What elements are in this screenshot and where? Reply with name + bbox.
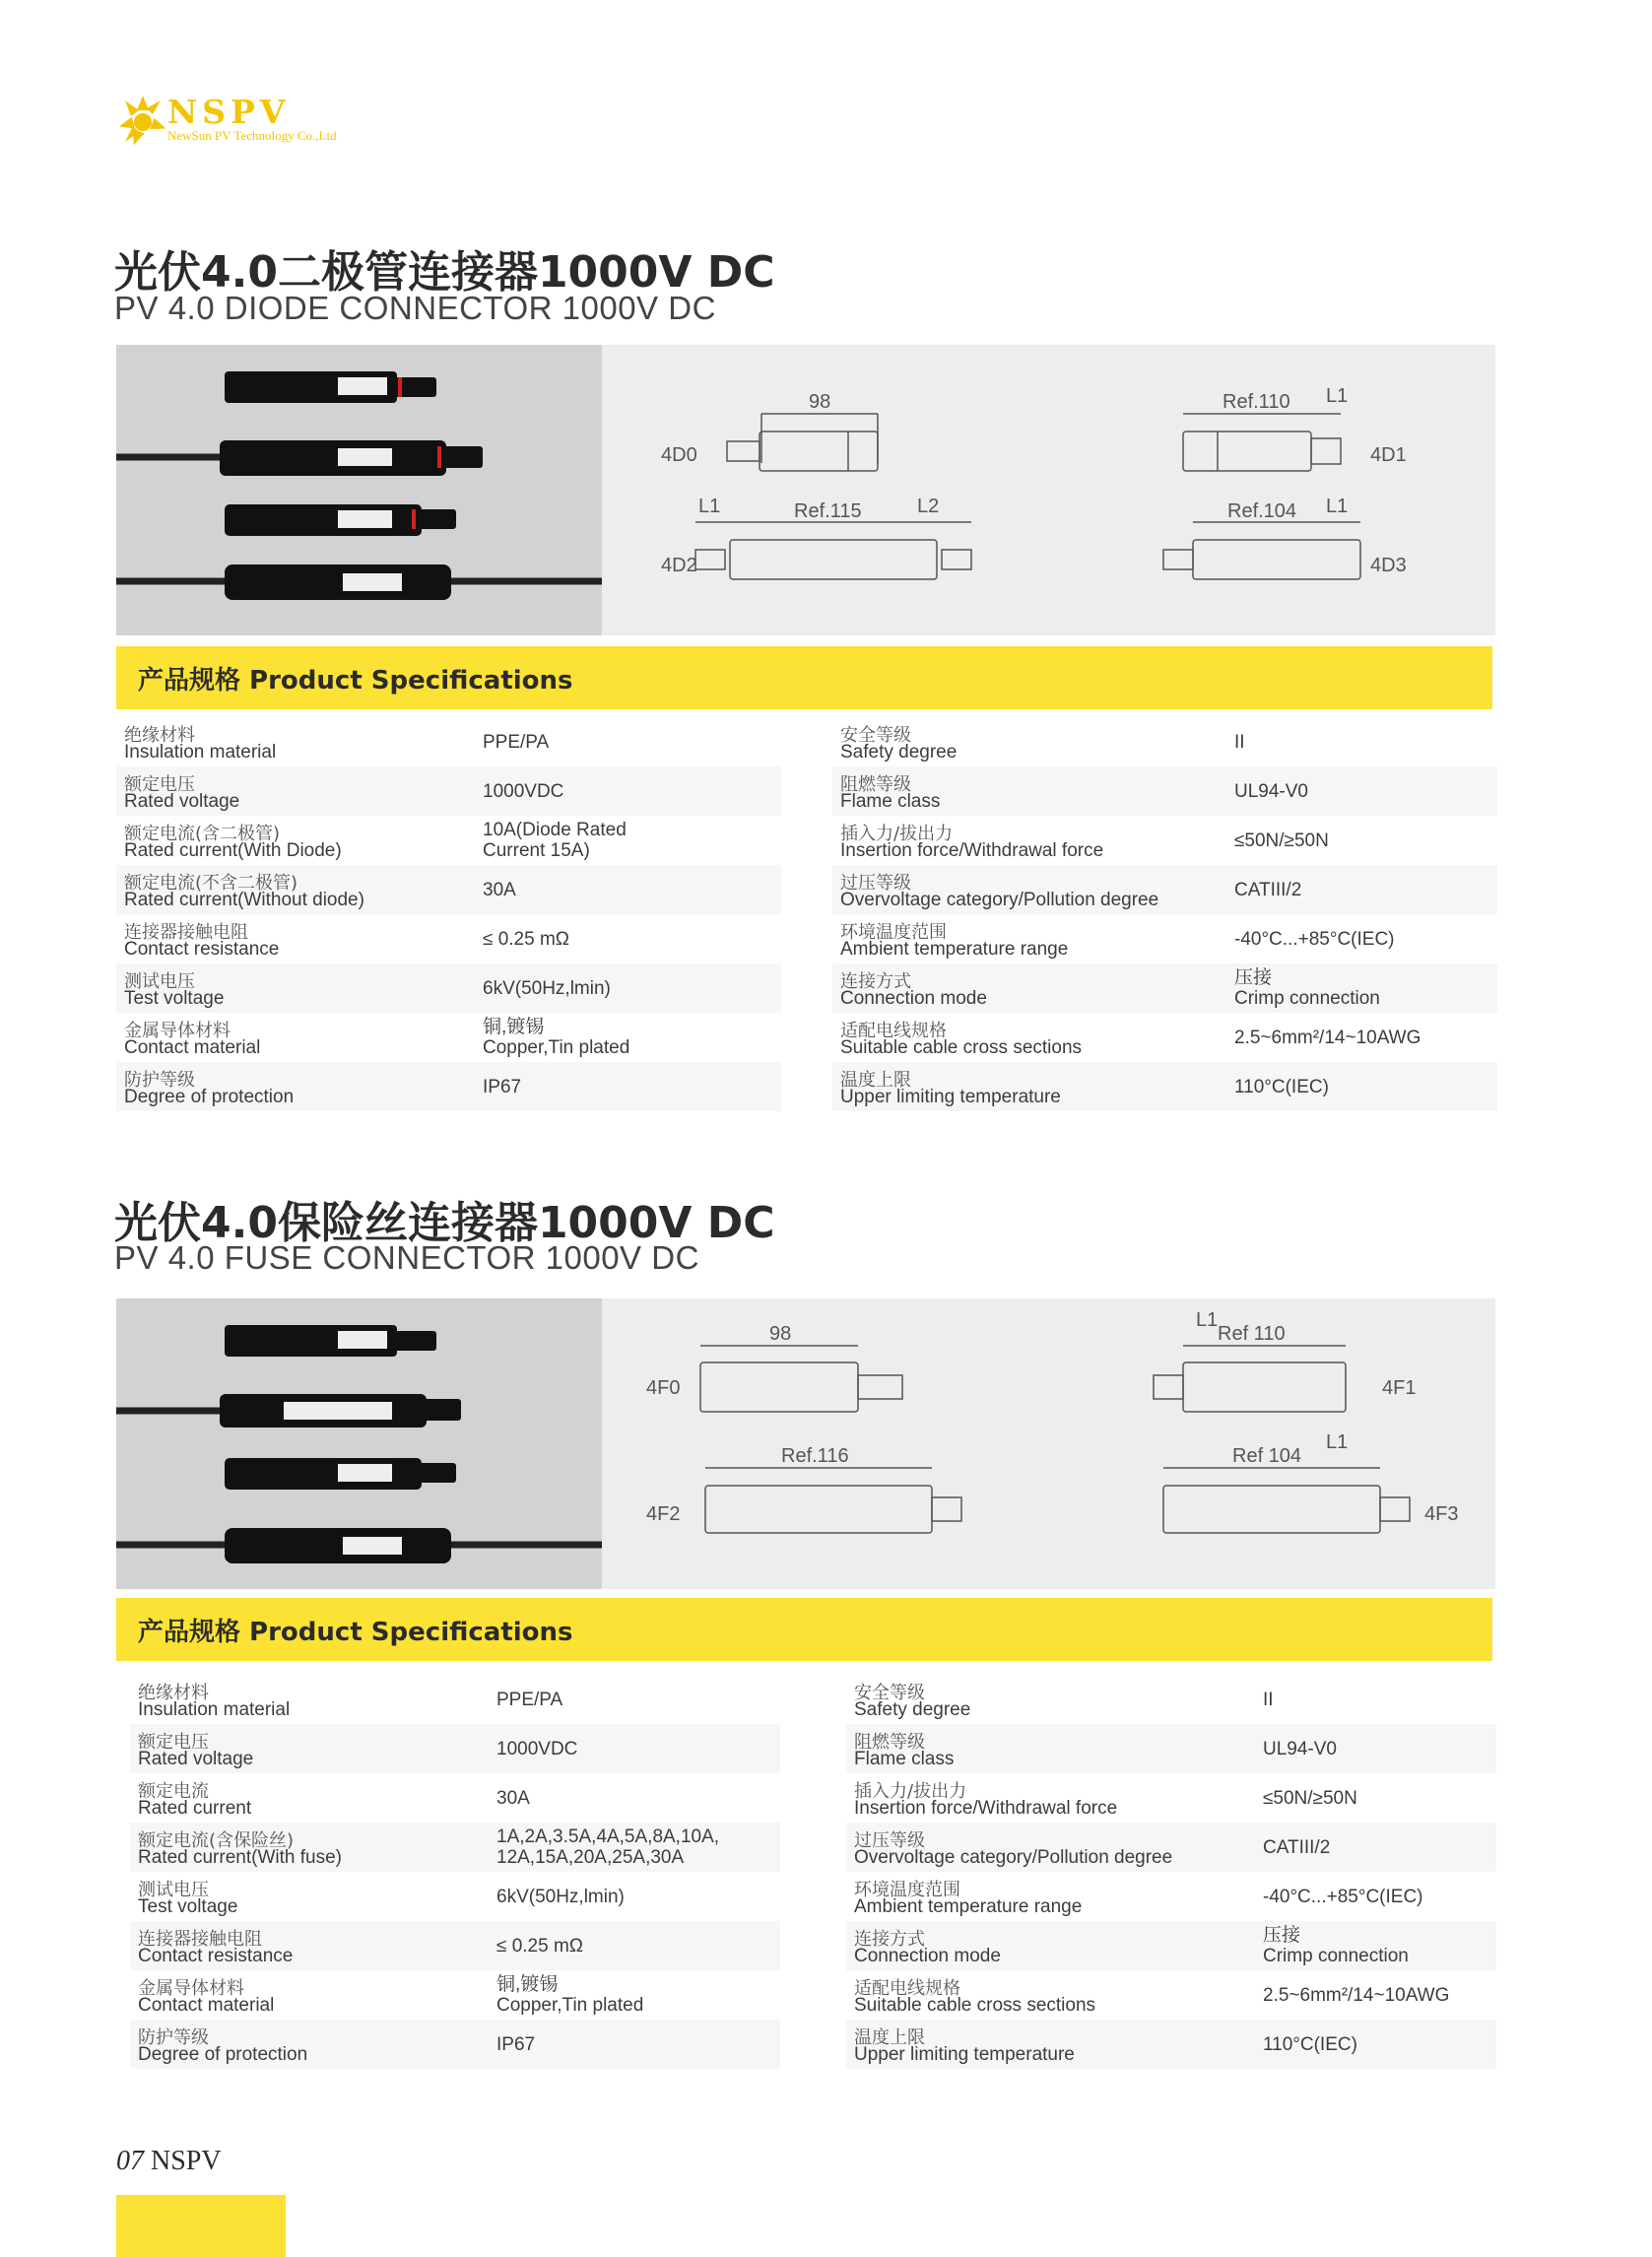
- spec-label-cn: 额定电流(含二极管): [124, 824, 281, 844]
- spec-label-en: Insertion force/Withdrawal force: [840, 840, 1104, 861]
- spec-row: [130, 1921, 780, 1970]
- spec-value: 压接 Crimp connection: [1263, 1925, 1409, 1966]
- spec-value: 110°C(IEC): [1234, 1076, 1329, 1097]
- product-figure: [116, 345, 1495, 635]
- spec-value: 30A: [496, 1787, 530, 1809]
- spec-value: 压接 Crimp connection: [1234, 967, 1380, 1009]
- drawing-dimension: Ref 104: [1232, 1445, 1302, 1467]
- spec-label-en: Suitable cable cross sections: [840, 1037, 1083, 1058]
- spec-label-cn: 环境温度范围: [840, 922, 947, 943]
- spec-value: 铜,镀锡 Copper,Tin plated: [483, 1017, 630, 1058]
- dimension-drawings: [602, 345, 1495, 635]
- spec-row: [116, 766, 781, 816]
- spec-row: [846, 1724, 1496, 1773]
- drawing-dimension: Ref.110: [1222, 391, 1290, 413]
- spec-header: [116, 1598, 1492, 1661]
- spec-label-cn: 防护等级: [138, 2027, 209, 2048]
- spec-table-left: [116, 717, 781, 1111]
- spec-value: II: [1234, 731, 1245, 753]
- spec-label-cn: 额定电压: [124, 774, 195, 795]
- spec-label-cn: 阻燃等级: [854, 1732, 925, 1753]
- product-figure: [116, 1298, 1495, 1589]
- spec-row: [130, 1823, 780, 1872]
- spec-label-en: Safety degree: [840, 742, 958, 763]
- drawing-dimension: Ref 110: [1218, 1323, 1286, 1345]
- page-number: 07: [116, 2146, 144, 2176]
- drawing-code: 4D0: [661, 444, 697, 466]
- spec-label-cn: 温度上限: [854, 2027, 925, 2048]
- spec-label-cn: 过压等级: [840, 873, 911, 894]
- spec-row: [116, 914, 781, 963]
- spec-row: [130, 1675, 780, 1724]
- spec-label-en: Ambient temperature range: [854, 1896, 1083, 1917]
- spec-label-cn: 阻燃等级: [840, 774, 911, 795]
- spec-label-en: Contact resistance: [124, 939, 280, 960]
- drawing-dimension: Ref.116: [781, 1445, 849, 1467]
- spec-label-en: Rated current: [138, 1798, 252, 1819]
- spec-label-en: Connection mode: [854, 1946, 1001, 1966]
- spec-row: [130, 1872, 780, 1921]
- drawing-code: 4F0: [646, 1377, 681, 1399]
- spec-row: [846, 1675, 1496, 1724]
- spec-row: [130, 1724, 780, 1773]
- footer-brand: NSPV: [151, 2146, 222, 2176]
- spec-row: [846, 1921, 1496, 1970]
- spec-label-en: Contact resistance: [138, 1946, 294, 1966]
- spec-row: [846, 1773, 1496, 1823]
- drawing-code: 4F3: [1424, 1503, 1459, 1525]
- spec-label-cn: 连接方式: [840, 971, 911, 992]
- drawing-dimension: L1: [1196, 1309, 1219, 1331]
- spec-label-cn: 额定电流(含保险丝): [138, 1830, 295, 1851]
- spec-label-en: Test voltage: [138, 1896, 238, 1917]
- spec-row: [116, 963, 781, 1013]
- spec-value: UL94-V0: [1263, 1738, 1337, 1759]
- drawing-dimension: Ref.104: [1227, 500, 1297, 522]
- drawing-dimension: L1: [1326, 496, 1349, 517]
- spec-value: II: [1263, 1689, 1274, 1710]
- brand-company: NewSun PV Technology Co.,Ltd: [167, 128, 337, 143]
- spec-label-cn: 环境温度范围: [854, 1880, 960, 1900]
- sun-logo-icon: [113, 91, 172, 150]
- spec-value: ≤ 0.25 mΩ: [496, 1935, 583, 1957]
- spec-value: IP67: [483, 1076, 522, 1097]
- spec-label-en: Rated voltage: [124, 791, 240, 812]
- spec-row: [832, 766, 1497, 816]
- drawing-code: 4F2: [646, 1503, 681, 1525]
- brand-name: NSPV: [167, 93, 291, 131]
- spec-row: [130, 1773, 780, 1823]
- brand-logo: [113, 91, 409, 150]
- spec-title: 产品规格 Product Specifications: [138, 666, 573, 696]
- spec-row: [130, 2020, 780, 2069]
- spec-value: 6kV(50Hz,lmin): [483, 977, 611, 999]
- spec-row: [832, 717, 1497, 766]
- spec-row: [116, 717, 781, 766]
- spec-row: [846, 1872, 1496, 1921]
- drawing-code: 4D2: [661, 555, 697, 576]
- spec-row: [832, 1013, 1497, 1062]
- spec-header: [116, 646, 1492, 709]
- spec-label-en: Rated current(With Diode): [124, 840, 342, 861]
- spec-value: PPE/PA: [496, 1689, 563, 1710]
- spec-label-cn: 插入力/拔出力: [840, 824, 954, 844]
- drawing-code: 4D3: [1370, 555, 1407, 576]
- spec-row: [846, 1823, 1496, 1872]
- spec-label-cn: 测试电压: [138, 1880, 209, 1900]
- spec-label-en: Upper limiting temperature: [854, 2044, 1075, 2065]
- spec-value: -40°C...+85°C(IEC): [1263, 1886, 1423, 1907]
- spec-value: UL94-V0: [1234, 780, 1308, 802]
- spec-value: CATIII/2: [1263, 1836, 1331, 1858]
- spec-value: 1000VDC: [496, 1738, 578, 1759]
- spec-value: 1000VDC: [483, 780, 564, 802]
- drawing-dimension: L2: [917, 496, 940, 517]
- drawing-dimension: L1: [1326, 385, 1349, 407]
- section-title-cn: 光伏4.0保险丝连接器1000V DC: [114, 1198, 775, 1248]
- spec-label-en: Flame class: [854, 1749, 955, 1769]
- spec-label-en: Rated voltage: [138, 1749, 254, 1769]
- spec-label-en: Degree of protection: [124, 1087, 295, 1107]
- spec-row: [832, 1062, 1497, 1111]
- drawing-dimension: L1: [1326, 1431, 1349, 1453]
- spec-value: 30A: [483, 879, 516, 900]
- spec-label-en: Suitable cable cross sections: [854, 1995, 1096, 2016]
- spec-label-cn: 插入力/拔出力: [854, 1781, 967, 1802]
- spec-value: ≤ 0.25 mΩ: [483, 928, 569, 950]
- spec-label-en: Contact material: [124, 1037, 261, 1058]
- section-title-en: PV 4.0 DIODE CONNECTOR 1000V DC: [114, 290, 716, 326]
- spec-label-cn: 连接方式: [854, 1929, 925, 1950]
- spec-label-cn: 金属导体材料: [124, 1021, 231, 1041]
- spec-value: 2.5~6mm²/14~10AWG: [1234, 1027, 1421, 1048]
- spec-label-cn: 连接器接触电阻: [138, 1929, 262, 1950]
- spec-label-en: Rated current(Without diode): [124, 890, 364, 910]
- drawing-dimension: 98: [809, 391, 831, 413]
- product-photo: [116, 345, 602, 635]
- page-footer: [116, 2146, 222, 2177]
- section-title-en: PV 4.0 FUSE CONNECTOR 1000V DC: [114, 1239, 699, 1276]
- spec-label-en: Degree of protection: [138, 2044, 308, 2065]
- spec-value: 10A(Diode Rated Current 15A): [483, 820, 627, 861]
- spec-table-left: [130, 1675, 780, 2069]
- spec-table-right: [846, 1675, 1496, 2069]
- spec-row: [130, 1970, 780, 2020]
- spec-value: 1A,2A,3.5A,4A,5A,8A,10A, 12A,15A,20A,25A,30A: [496, 1826, 720, 1868]
- spec-label-cn: 测试电压: [124, 971, 195, 992]
- dimension-drawings: [602, 1298, 1495, 1589]
- drawing-dimension: Ref.115: [794, 500, 862, 522]
- spec-label-en: Connection mode: [840, 988, 987, 1009]
- spec-table-right: [832, 717, 1497, 1111]
- spec-value: ≤50N/≥50N: [1263, 1787, 1357, 1809]
- spec-row: [116, 816, 781, 865]
- spec-label-cn: 防护等级: [124, 1070, 195, 1091]
- spec-value: 110°C(IEC): [1263, 2033, 1357, 2055]
- spec-label-cn: 连接器接触电阻: [124, 922, 248, 943]
- spec-label-cn: 金属导体材料: [138, 1978, 244, 1999]
- spec-label-en: Insulation material: [138, 1699, 291, 1720]
- spec-label-en: Insulation material: [124, 742, 277, 763]
- section-title-cn: 光伏4.0二极管连接器1000V DC: [114, 247, 775, 298]
- spec-row: [116, 1062, 781, 1111]
- spec-value: 铜,镀锡 Copper,Tin plated: [496, 1974, 644, 2016]
- spec-label-en: Upper limiting temperature: [840, 1087, 1061, 1107]
- drawing-code: 4D1: [1370, 444, 1407, 466]
- spec-row: [832, 914, 1497, 963]
- spec-label-en: Overvoltage category/Pollution degree: [854, 1847, 1173, 1868]
- spec-row: [832, 816, 1497, 865]
- spec-label-en: Contact material: [138, 1995, 275, 2016]
- footer-accent-block: [116, 2195, 286, 2257]
- product-photo: [116, 1298, 602, 1589]
- spec-label-cn: 绝缘材料: [124, 725, 195, 746]
- spec-label-en: Test voltage: [124, 988, 225, 1009]
- drawing-dimension: L1: [698, 496, 721, 517]
- spec-value: 6kV(50Hz,lmin): [496, 1886, 625, 1907]
- spec-label-en: Insertion force/Withdrawal force: [854, 1798, 1118, 1819]
- spec-row: [116, 1013, 781, 1062]
- spec-value: -40°C...+85°C(IEC): [1234, 928, 1395, 950]
- spec-label-en: Safety degree: [854, 1699, 971, 1720]
- spec-label-cn: 安全等级: [854, 1683, 925, 1703]
- drawing-dimension: 98: [769, 1323, 792, 1345]
- spec-label-cn: 温度上限: [840, 1070, 911, 1091]
- spec-row: [846, 1970, 1496, 2020]
- spec-label-en: Flame class: [840, 791, 941, 812]
- spec-label-cn: 过压等级: [854, 1830, 925, 1851]
- spec-label-cn: 额定电流: [138, 1781, 209, 1802]
- drawing-code: 4F1: [1382, 1377, 1417, 1399]
- spec-value: PPE/PA: [483, 731, 550, 753]
- spec-row: [846, 2020, 1496, 2069]
- spec-value: IP67: [496, 2033, 536, 2055]
- spec-label-cn: 安全等级: [840, 725, 911, 746]
- spec-label-cn: 绝缘材料: [138, 1683, 209, 1703]
- spec-label-en: Overvoltage category/Pollution degree: [840, 890, 1159, 910]
- spec-label-en: Rated current(With fuse): [138, 1847, 342, 1868]
- spec-label-cn: 额定电流(不含二极管): [124, 873, 298, 894]
- spec-title: 产品规格 Product Specifications: [138, 1618, 573, 1647]
- spec-label-cn: 适配电线规格: [854, 1978, 960, 1999]
- spec-label-en: Ambient temperature range: [840, 939, 1069, 960]
- spec-label-cn: 适配电线规格: [840, 1021, 947, 1041]
- spec-value: 2.5~6mm²/14~10AWG: [1263, 1984, 1450, 2006]
- spec-row: [832, 963, 1497, 1013]
- spec-row: [832, 865, 1497, 914]
- spec-value: CATIII/2: [1234, 879, 1302, 900]
- spec-label-cn: 额定电压: [138, 1732, 209, 1753]
- spec-value: ≤50N/≥50N: [1234, 830, 1329, 851]
- spec-row: [116, 865, 781, 914]
